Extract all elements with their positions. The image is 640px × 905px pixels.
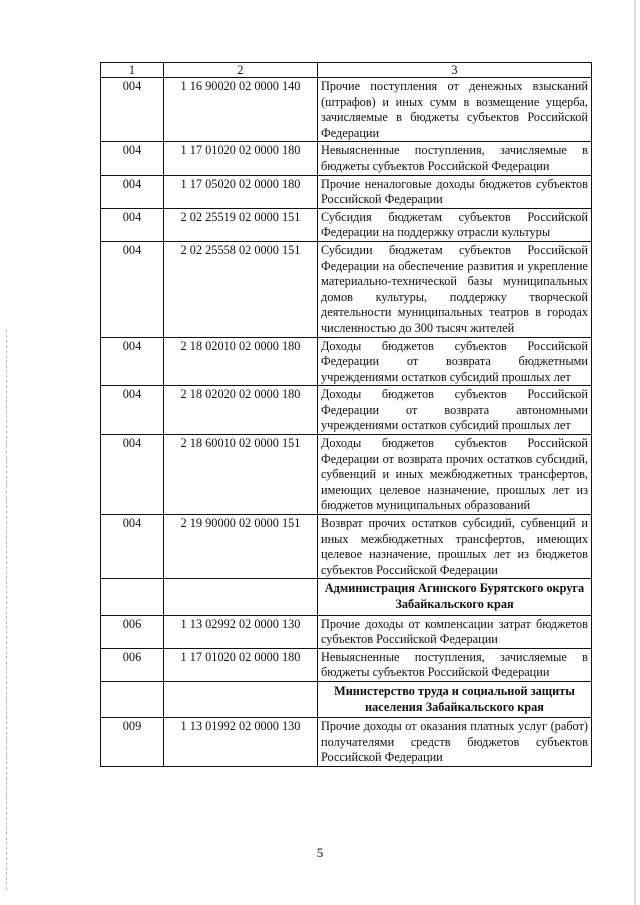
table-row (101, 337, 592, 386)
table-row (101, 175, 592, 208)
column-header-3: 3 (318, 63, 592, 78)
admin-code-cell: 004 (101, 386, 164, 435)
revenue-description-cell: Невыясненные поступления, зачисляемые в бюджеты субъектов Российской Федерации (318, 142, 592, 175)
table-row (101, 241, 592, 337)
admin-code-cell: 006 (101, 615, 164, 648)
admin-code-cell: 004 (101, 78, 164, 142)
revenue-code-cell: 1 17 05020 02 0000 180 (164, 175, 318, 208)
table-row (101, 208, 592, 241)
revenue-code-cell: 1 17 01020 02 0000 180 (164, 142, 318, 175)
revenue-code-cell: 2 18 60010 02 0000 151 (164, 435, 318, 515)
admin-code-cell: 009 (101, 718, 164, 767)
table-row (101, 648, 592, 681)
scan-edge-left (6, 330, 8, 890)
revenue-description-cell: Субсидия бюджетам субъектов Российской Федерации на поддержку отрасли культуры (318, 208, 592, 241)
revenue-code-cell: 1 16 90020 02 0000 140 (164, 78, 318, 142)
table-header-row (101, 63, 592, 78)
table-row (101, 515, 592, 579)
revenue-code-cell: 1 13 01992 02 0000 130 (164, 718, 318, 767)
admin-code-cell: 004 (101, 142, 164, 175)
table-row (101, 718, 592, 767)
admin-code-cell: 006 (101, 648, 164, 681)
revenue-description-cell: Прочие доходы от оказания платных услуг (работ) получателями средств бюджетов субъектов Российской Федерации (318, 718, 592, 767)
revenue-description-cell: Доходы бюджетов субъектов Российской Федерации от возврата автономными учреждениями остатков субсидий прошлых лет (318, 386, 592, 435)
revenue-code-cell: 2 18 02020 02 0000 180 (164, 386, 318, 435)
revenue-description-cell: Прочие неналоговые доходы бюджетов субъектов Российской Федерации (318, 175, 592, 208)
revenue-description-cell: Возврат прочих остатков субсидий, субвенций и иных межбюджетных трансфертов, имеющих целевое назначение, прошлых лет из бюджетов субъектов Российской Федерации (318, 515, 592, 579)
scan-edge-right (634, 0, 636, 905)
table-row (101, 78, 592, 142)
admin-code-cell: 004 (101, 175, 164, 208)
admin-code-cell: 004 (101, 208, 164, 241)
section-empty-cell (164, 681, 318, 717)
revenue-code-cell: 1 17 01020 02 0000 180 (164, 648, 318, 681)
table-row (101, 386, 592, 435)
revenue-code-cell: 2 19 90000 02 0000 151 (164, 515, 318, 579)
section-title: Администрация Агинского Бурятского округа Забайкальского края (318, 579, 592, 615)
revenue-code-cell: 1 13 02992 02 0000 130 (164, 615, 318, 648)
revenue-description-cell: Прочие поступления от денежных взысканий (штрафов) и иных сумм в возмещение ущерба, зачисляемые в бюджеты субъектов Российской Федерации (318, 78, 592, 142)
revenue-description-cell: Субсидии бюджетам субъектов Российской Федерации на обеспечение развития и укрепление материально-технической базы муниципальных домов культуры, поддержку творческой деятельности муниципальных театров в городах численностью до 300 тысяч жителей (318, 241, 592, 337)
revenue-description-cell: Доходы бюджетов субъектов Российской Федерации от возврата прочих остатков субсидий, субвенций и иных межбюджетных трансфертов, имеющих целевое назначение, прошлых лет из бюджетов муниципальных образований (318, 435, 592, 515)
column-header-1: 1 (101, 63, 164, 78)
section-header-row (101, 579, 592, 615)
revenue-code-cell: 2 18 02010 02 0000 180 (164, 337, 318, 386)
revenue-description-cell: Прочие доходы от компенсации затрат бюджетов субъектов Российской Федерации (318, 615, 592, 648)
admin-code-cell: 004 (101, 337, 164, 386)
revenue-code-cell: 2 02 25558 02 0000 151 (164, 241, 318, 337)
section-empty-cell (164, 579, 318, 615)
table-row (101, 615, 592, 648)
section-header-row (101, 681, 592, 717)
column-header-2: 2 (164, 63, 318, 78)
admin-code-cell: 004 (101, 515, 164, 579)
section-empty-cell (101, 579, 164, 615)
admin-code-cell: 004 (101, 241, 164, 337)
table-row (101, 435, 592, 515)
section-title: Министерство труда и социальной защиты населения Забайкальского края (318, 681, 592, 717)
revenue-description-cell: Невыясненные поступления, зачисляемые в бюджеты субъектов Российской Федерации (318, 648, 592, 681)
admin-code-cell: 004 (101, 435, 164, 515)
revenue-codes-table (100, 62, 592, 767)
table-row (101, 142, 592, 175)
revenue-description-cell: Доходы бюджетов субъектов Российской Федерации от возврата бюджетными учреждениями остатков субсидий прошлых лет (318, 337, 592, 386)
page-number: 5 (316, 845, 324, 860)
section-empty-cell (101, 681, 164, 717)
revenue-code-cell: 2 02 25519 02 0000 151 (164, 208, 318, 241)
